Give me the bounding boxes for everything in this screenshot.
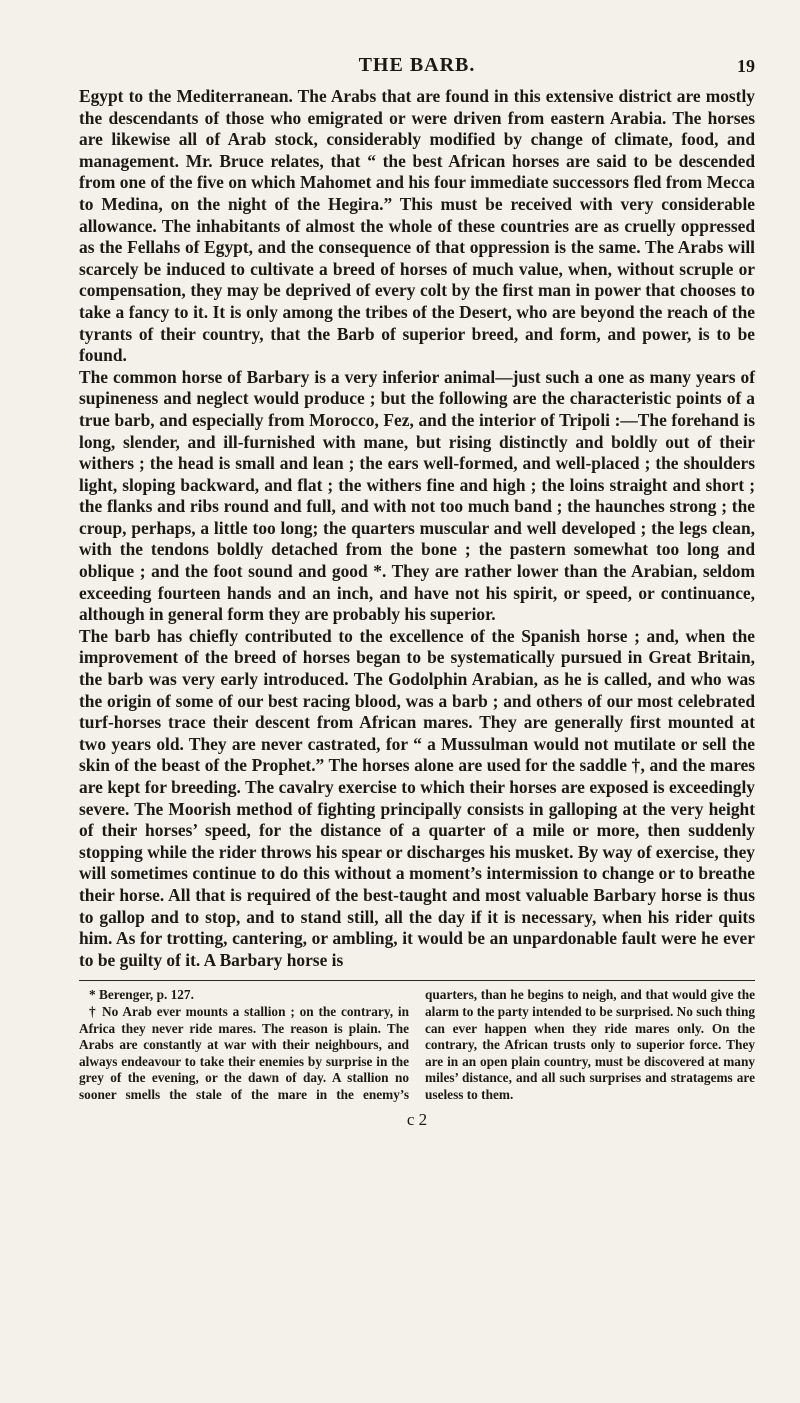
page-header: [79, 54, 755, 82]
paragraph: The barb has chiefly contributed to the excellence of the Spanish horse ; and, when the improvement of the breed of horses began to be systematically pursued in Great Britain, the barb was very early introduced. The Godolphin Arabian, as he is called, and who was the origin of some of our best racing blood, was a barb ; and others of our most celebrated turf-horses trace their descent from African mares. They are generally first mounted at two years old. They are never castrated, for “ a Mussulman would not mutilate or sell the skin of the beast of the Prophet.” The horses alone are used for the saddle †, and the mares are kept for breeding. The cavalry exercise to which their horses are exposed is exceedingly severe. The Moorish method of fighting principally consists in galloping at the very height of their horses’ speed, for the distance of a quarter of a mile or more, then suddenly stopping while the rider throws his spear or discharges his musket. By way of exercise, they will sometimes continue to do this without a moment’s intermission to change or to breathe their horse. All that is required of the best-taught and most valuable Barbary horse is thus to gallop and to stop, and to stand still, all the day if it is necessary, when his rider quits him. As for trotting, cantering, or ambling, it would be an unpardonable fault were he ever to be guilty of it. A Barbary horse is: [79, 625, 755, 970]
paragraph: Egypt to the Mediterranean. The Arabs that are found in this extensive district are mostly the descendants of those who emigrated or were driven from eastern Arabia. The horses are likewise all of Arab stock, considerably modified by change of climate, food, and management. Mr. Bruce relates, that “ the best African horses are said to be descended from one of the five on which Mahomet and his four immediate successors fled from Mecca to Medina, on the night of the Hegira.” This must be received with very considerable allowance. The inhabitants of almost the whole of these countries are as cruelly oppressed as the Fellahs of Egypt, and the consequence of that oppression is the same. The Arabs will scarcely be induced to cultivate a breed of horses of much value, when, without scruple or compensation, they may be deprived of every colt by the first man in power that chooses to take a fancy to it. It is only among the tribes of the Desert, who are beyond the reach of the tyrants of their country, that the Barb of superior breed, and form, and power, is to be found.: [79, 86, 755, 366]
footnotes: [79, 987, 755, 1103]
body-text: [79, 86, 755, 971]
footnote-rule: [79, 980, 755, 982]
book-page: [79, 54, 755, 1130]
signature-mark: c 2: [406, 1109, 428, 1129]
paragraph: The common horse of Barbary is a very inferior animal—just such a one as many years of supineness and neglect would produce ; but the following are the characteristic points of a true barb, and especially from Morocco, Fez, and the interior of Tripoli :—The forehand is long, slender, and ill-furnished with mane, but rising distinctly and boldly out of their withers ; the head is small and lean ; the ears well-formed, and well-placed ; the shoulders light, sloping backward, and flat ; the withers fine and high ; the loins straight and short ; the flanks and ribs round and full, and with not too much band ; the haunches strong ; the croup, perhaps, a little too long; the quarters muscular and well developed ; the legs clean, with the tendons boldly detached from the bone ; the pastern somewhat too long and oblique ; and the foot sound and good *. They are rather lower than the Arabian, seldom exceeding fourteen hands and an inch, and have not his spirit, or speed, or continuance, although in general form they are probably his superior.: [79, 366, 755, 625]
page-number: 19: [737, 56, 755, 76]
running-title: THE BARB.: [358, 54, 476, 76]
footnote: * Berenger, p. 127.: [89, 987, 194, 1003]
footnote: † No Arab ever mounts a stallion ; on the contrary, in Africa they never ride mares. The reason is plain. The Arabs are constantly at war with their neighbours, and always endeavour to take their enemies by surprise in the grey of the evening, or the dawn of day. A stallion no sooner smells the stale of the mare in the enemy’s quarters, than he begins to neigh, and that would give the alarm to the party intended to be surprised. No such thing can ever happen when they ride mares only. On the contrary, the African trusts only to superior force. They are in an open plain country, must be discovered at many miles’ distance, and all such surprises and stratagems are useless to them.: [79, 987, 755, 1102]
